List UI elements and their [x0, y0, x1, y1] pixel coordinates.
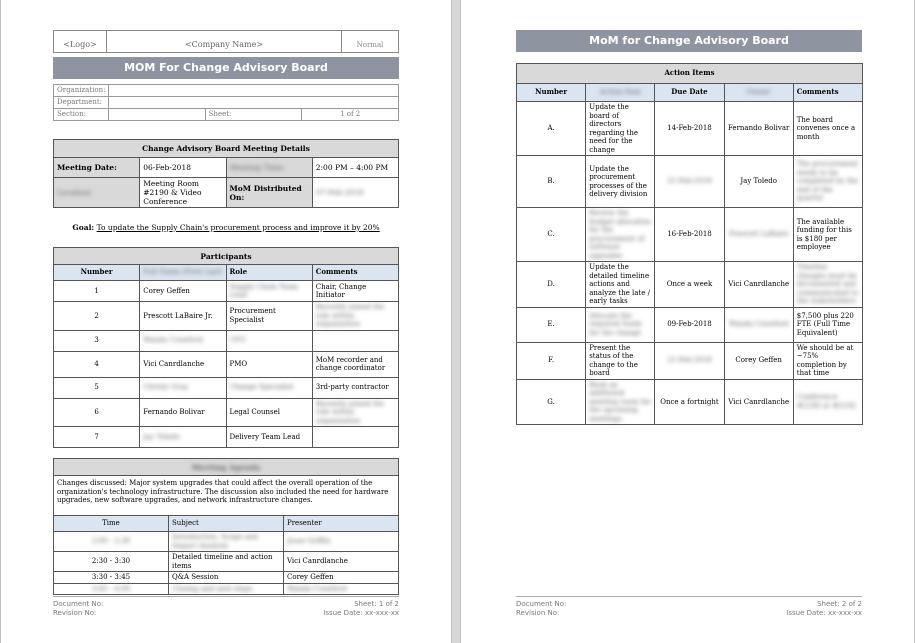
- meeting-details-table: [53, 139, 399, 208]
- section-value: [109, 109, 206, 121]
- revision-number-label: Revision No:: [53, 609, 97, 617]
- action-due: 14-Feb-2018: [655, 102, 724, 156]
- action-col-number: Number: [517, 84, 586, 102]
- table-row: [54, 377, 399, 398]
- action-due-text: 21-Feb-2018: [667, 356, 712, 365]
- participant-name: Vici Canrdlanche: [140, 351, 226, 377]
- action-item-text: Book an additional meeting room for the upcoming meetings: [589, 380, 652, 423]
- participants-col-name-text: Full Name (First Last): [143, 268, 223, 277]
- goal-line: [53, 223, 399, 232]
- action-due: [655, 342, 724, 379]
- action-number: E.: [517, 307, 586, 342]
- location-label: [54, 178, 140, 208]
- action-item: [586, 307, 655, 342]
- agenda-subject: Detailed timeline and action items: [169, 552, 284, 572]
- header-table: [53, 30, 399, 53]
- action-number: F.: [517, 342, 586, 379]
- footer-right: [251, 600, 399, 618]
- agenda-col-time: Time: [54, 516, 169, 532]
- participant-comment: MoM recorder and change coordinator: [312, 351, 398, 377]
- table-row: [517, 379, 863, 425]
- document-title-text: MOM For Change Advisory Board: [124, 61, 328, 74]
- participant-comment: Chair, Change Initiator: [312, 281, 398, 302]
- agenda-subject: [169, 532, 284, 552]
- agenda-time-text: 2:00 - 2:30: [91, 537, 131, 546]
- action-owner: Fernando Bolivar: [724, 102, 793, 156]
- participants-table: [53, 247, 399, 448]
- action-owner-text: Wanda Crawford: [728, 320, 789, 329]
- document-number-label: Document No:: [53, 600, 104, 608]
- agenda-presenter: [284, 583, 399, 595]
- table-row: [54, 583, 399, 595]
- distributed-value: [312, 178, 398, 208]
- table-row: [517, 262, 863, 308]
- agenda-presenter-text: Wanda Crawford: [287, 584, 347, 593]
- participant-name-text: Wanda Crawford: [143, 336, 203, 345]
- footer-divider: [53, 596, 399, 597]
- action-comment: [793, 379, 862, 425]
- table-row: [54, 351, 399, 377]
- agenda-time: 3:30 - 3:45: [54, 572, 169, 584]
- meeting-details-heading: Change Advisory Board Meeting Details: [54, 140, 399, 158]
- action-due: 09-Feb-2018: [655, 307, 724, 342]
- table-row: [517, 208, 863, 262]
- participant-comment: [312, 330, 398, 351]
- action-owner: [724, 307, 793, 342]
- action-comment: The board convenes once a month: [793, 102, 862, 156]
- participant-comment: [312, 398, 398, 427]
- agenda-time: 2:30 - 3:30: [54, 552, 169, 572]
- action-item-text: Review the budget allocation for the procurement of software upgrades: [589, 209, 652, 260]
- department-value: [109, 97, 399, 109]
- footer-issue-date: Issue Date: xx-xxx-xx: [323, 609, 399, 617]
- agenda-subject-text: Introduction, Scope and Impact Analysis: [172, 533, 258, 550]
- action-number: B.: [517, 156, 586, 208]
- action-item: Update the board of directors regarding the need for the change: [586, 102, 655, 156]
- table-row: [517, 307, 863, 342]
- action-comment: [793, 156, 862, 208]
- action-due-text: 21-Feb-2018: [667, 177, 712, 186]
- goal-text: To update the Supply Chain's procurement process and improve it by 20%: [96, 223, 380, 232]
- document-number-label: Document No:: [516, 600, 567, 608]
- agenda-presenter: [284, 532, 399, 552]
- participants-col-name: [140, 265, 226, 281]
- action-comment: $7,500 plus 220 FTE (Full Time Equivalent): [793, 307, 862, 342]
- action-due: Once a week: [655, 262, 724, 308]
- table-row: [54, 552, 399, 572]
- logo-placeholder: <Logo>: [63, 40, 97, 49]
- page2-title: [516, 30, 862, 52]
- footer-right: [714, 600, 862, 618]
- participant-name: Corey Geffen: [140, 281, 226, 302]
- table-row: [54, 330, 399, 351]
- meeting-time-value: 2:00 PM – 4:00 PM: [312, 158, 398, 178]
- participant-role: [226, 281, 312, 302]
- table-row: [54, 398, 399, 427]
- meeting-date-value: 06-Feb-2018: [140, 158, 226, 178]
- participant-number: 3: [54, 330, 140, 351]
- participant-role-text: Change Specialist: [229, 383, 294, 392]
- participant-name-text: Christy Gray: [143, 383, 189, 392]
- participant-number: 5: [54, 377, 140, 398]
- action-owner: Jay Toledo: [724, 156, 793, 208]
- participant-role: Procurement Specialist: [226, 302, 312, 331]
- participant-number: 1: [54, 281, 140, 302]
- action-due: [655, 156, 724, 208]
- action-col-owner: [724, 84, 793, 102]
- action-comment-text: Conference #2190 or #2192: [796, 393, 857, 410]
- participant-name-text: Jay Toledo: [143, 432, 180, 441]
- action-item: [586, 379, 655, 425]
- agenda-time-text: 3:45 - 4:00: [91, 584, 131, 593]
- action-item: [586, 208, 655, 262]
- footer-sheet: Sheet: 2 of 2: [817, 600, 862, 608]
- revision-number-label: Revision No:: [516, 609, 560, 617]
- participant-number: 2: [54, 302, 140, 331]
- agenda-presenter-text: Jesse Griffin: [287, 537, 331, 546]
- document-status: Normal: [356, 41, 384, 49]
- action-item: Update the detailed timeline actions and analyze the late / early tasks: [586, 262, 655, 308]
- action-item: Present the status of the change to the board: [586, 342, 655, 379]
- participant-name: [140, 377, 226, 398]
- action-col-item: [586, 84, 655, 102]
- action-items-heading: Action Items: [517, 64, 863, 84]
- action-col-owner-text: Owner: [746, 88, 771, 97]
- participant-comment-text: Recently joined the role within organization: [315, 303, 385, 328]
- table-row: [54, 302, 399, 331]
- footer-divider: [516, 596, 862, 597]
- footer-left: [53, 600, 103, 618]
- participant-comment-text: Recently joined the role within organization: [315, 399, 385, 425]
- distributed-value-text: 07-Feb-2018: [315, 188, 364, 197]
- table-row: [517, 342, 863, 379]
- action-owner: Corey Geffen: [724, 342, 793, 379]
- table-row: [54, 532, 399, 552]
- action-comment: [793, 262, 862, 308]
- sheet-value: 1 of 2: [302, 109, 399, 121]
- logo-cell: [54, 31, 107, 53]
- participant-role: [226, 330, 312, 351]
- participant-role: [226, 377, 312, 398]
- agenda-col-subject: Subject: [169, 516, 284, 532]
- action-due: Once a fortnight: [655, 379, 724, 425]
- page-2: [460, 0, 915, 643]
- goal-label: Goal:: [72, 223, 95, 232]
- participant-role: Delivery Team Lead: [226, 427, 312, 448]
- agenda-time: [54, 532, 169, 552]
- meeting-date-label: Meeting Date:: [54, 158, 140, 178]
- participant-name: [140, 427, 226, 448]
- action-number: C.: [517, 208, 586, 262]
- action-number: D.: [517, 262, 586, 308]
- organization-value: [109, 85, 399, 97]
- page2-title-text: MoM for Change Advisory Board: [589, 34, 789, 47]
- action-comment: We should be at ~75% completion by that time: [793, 342, 862, 379]
- agenda-col-presenter: Presenter: [284, 516, 399, 532]
- participant-name: Fernando Bolivar: [140, 398, 226, 427]
- meeting-time-label-text: Meeting Time:: [229, 163, 285, 172]
- action-col-item-text: Action Item: [599, 88, 641, 97]
- action-item-text: Allocate the required funds for the change: [589, 311, 642, 337]
- participants-heading: Participants: [54, 248, 399, 265]
- action-item: Update the procurement processes of the delivery division: [586, 156, 655, 208]
- action-col-due: Due Date: [655, 84, 724, 102]
- action-col-comments: Comments: [793, 84, 862, 102]
- meeting-time-label: [226, 158, 312, 178]
- agenda-heading-text: Meeting Agenda: [191, 462, 261, 472]
- location-label-text: Location:: [57, 188, 93, 197]
- participant-role: Legal Counsel: [226, 398, 312, 427]
- footer-sheet: Sheet: 1 of 2: [354, 600, 399, 608]
- page-1: [0, 0, 452, 643]
- action-comment-text: Timeline changes must be documented and communicated to the stakeholders: [796, 263, 859, 305]
- action-number: G.: [517, 379, 586, 425]
- agenda-table: [53, 458, 399, 595]
- participant-number: 7: [54, 427, 140, 448]
- action-owner: [724, 208, 793, 262]
- action-number: A.: [517, 102, 586, 156]
- participant-number: 6: [54, 398, 140, 427]
- location-value: Meeting Room #2190 & Video Conference: [140, 178, 226, 208]
- department-label: Department:: [54, 97, 109, 109]
- table-row: [54, 281, 399, 302]
- participant-name: [140, 330, 226, 351]
- agenda-heading: [54, 459, 399, 476]
- action-owner-text: Prescott LaBaire: [728, 230, 789, 239]
- table-row: [517, 102, 863, 156]
- footer-issue-date: Issue Date: xx-xxx-xx: [786, 609, 862, 617]
- agenda-time: [54, 583, 169, 595]
- agenda-summary: Changes discussed: Major system upgrades that could affect the overall operation of the organization's technology infrastructure. The discussion also included the need for hardware upgrades, new software upgrades, and network infrastructure changes.: [54, 476, 399, 516]
- action-owner: Vici Canrdlanche: [724, 262, 793, 308]
- distributed-label: MoM Distributed On:: [226, 178, 312, 208]
- status-cell: [342, 31, 399, 53]
- participant-role-text: Supply Chain Team Lead: [229, 282, 299, 299]
- table-row: [54, 427, 399, 448]
- agenda-presenter: Corey Geffen: [284, 572, 399, 584]
- section-label: Section:: [54, 109, 109, 121]
- company-name: <Company Name>: [184, 40, 264, 49]
- organization-label: Organization:: [54, 85, 109, 97]
- participant-role: PMO: [226, 351, 312, 377]
- action-comment-text: The procurement needs to be completed by the end of the quarter: [796, 160, 859, 203]
- participants-col-role: Role: [226, 265, 312, 281]
- document-title: [53, 57, 399, 79]
- agenda-subject: Q&A Session: [169, 572, 284, 584]
- participant-comment: 3rd-party contractor: [312, 377, 398, 398]
- footer-left: [516, 600, 566, 618]
- participant-role-text: CFO: [229, 336, 246, 345]
- agenda-subject: [169, 583, 284, 595]
- organization-table: [53, 84, 399, 121]
- table-row: [54, 572, 399, 584]
- sheet-label: Sheet:: [205, 109, 302, 121]
- company-cell: [107, 31, 342, 53]
- action-due: 16-Feb-2018: [655, 208, 724, 262]
- participant-comment: [312, 427, 398, 448]
- participant-number: 4: [54, 351, 140, 377]
- participant-name: Prescott LaBaire Jr.: [140, 302, 226, 331]
- participants-col-comments: Comments: [312, 265, 398, 281]
- action-owner: Vici Canrdlanche: [724, 379, 793, 425]
- agenda-presenter: Vici Canrdlanche: [284, 552, 399, 572]
- table-row: [517, 156, 863, 208]
- participants-col-number: Number: [54, 265, 140, 281]
- action-comment: The available funding for this is $180 per employee: [793, 208, 862, 262]
- participant-comment: [312, 302, 398, 331]
- agenda-subject-text: Closing and next steps: [172, 584, 253, 593]
- action-items-table: [516, 63, 863, 425]
